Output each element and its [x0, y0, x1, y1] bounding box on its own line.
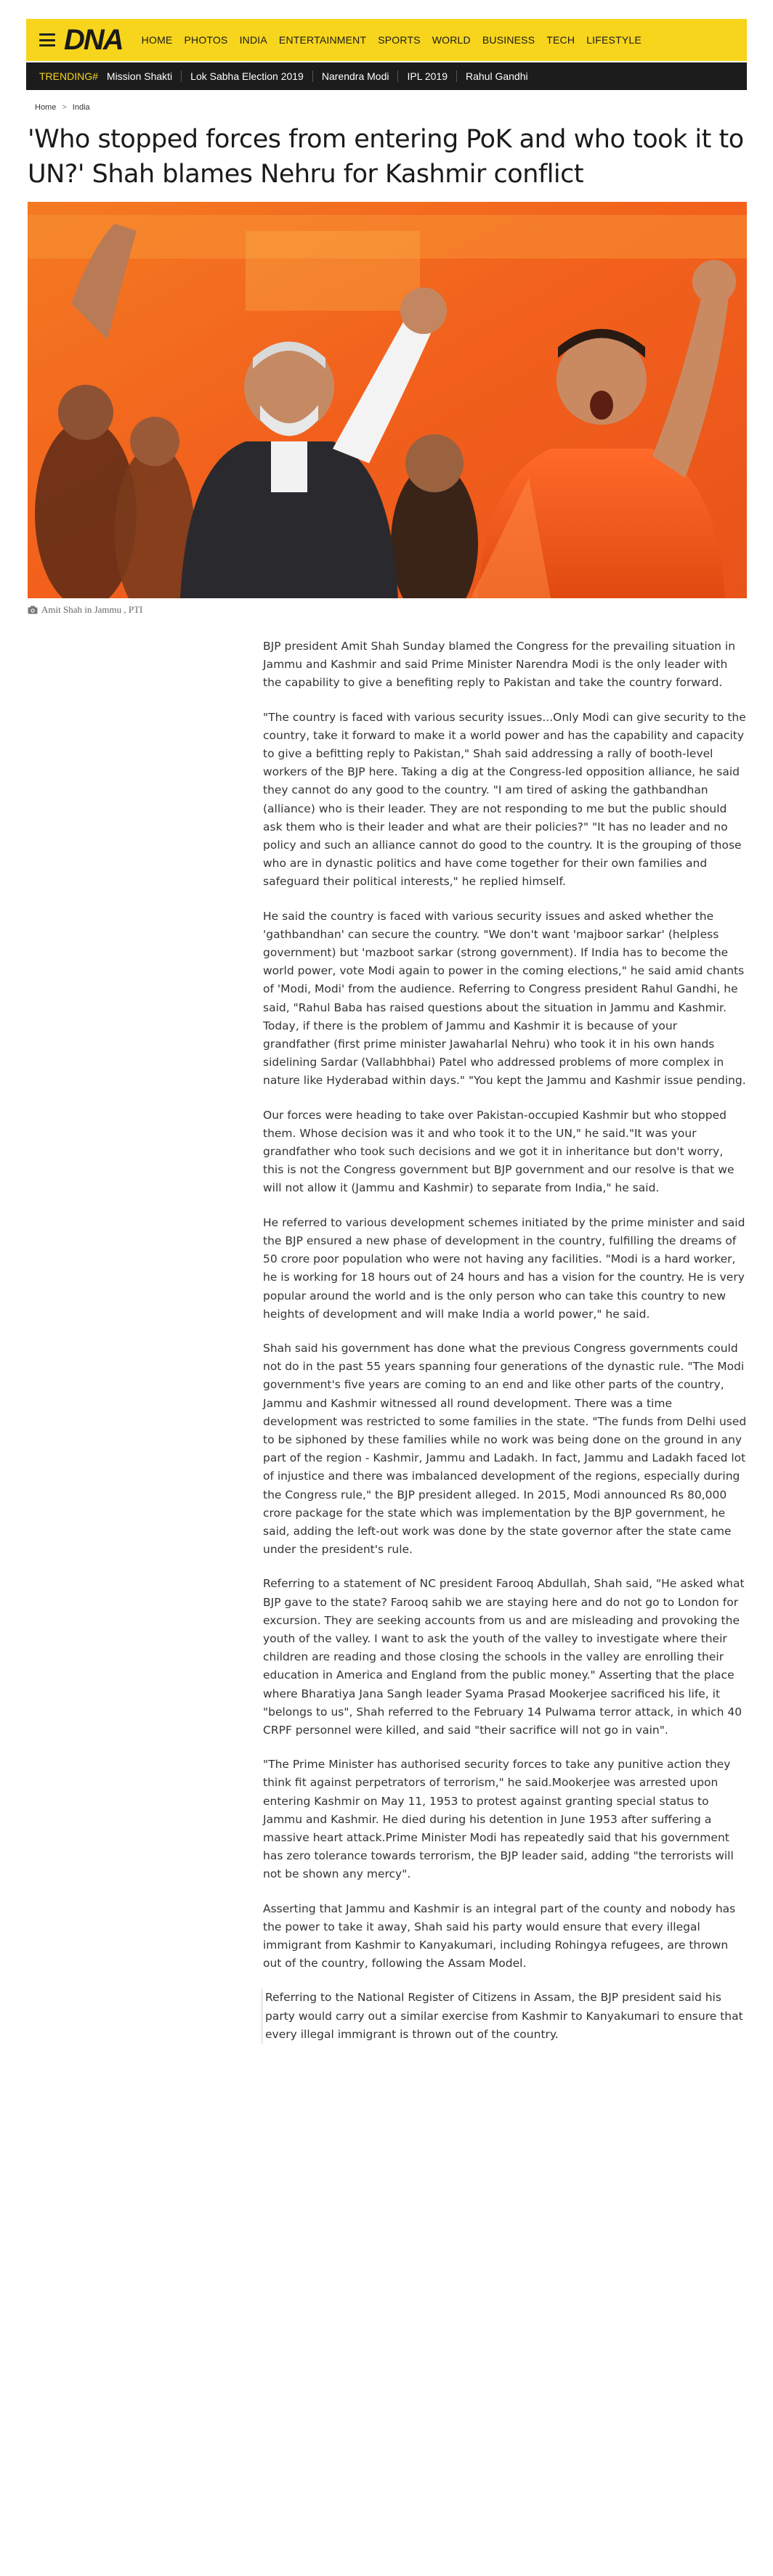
nav-tech[interactable]: TECH [546, 34, 575, 46]
breadcrumb-separator: > [62, 103, 67, 112]
nav-business[interactable]: BUSINESS [482, 34, 535, 46]
article-paragraph: He referred to various development schemes initiated by the prime minister and said the BJP ensured a new phase of development in the country, fulfilling the dreams of 50 crore poor population who were not having any facilities. "Modi is a hard worker, he is working for 18 hours out of 24 hours and has a vision for the country. He is very popular around the world and is the only person who can take this country to new heights of development and will make India a world power," he said. [263, 1215, 745, 1321]
nav-lifestyle[interactable]: LIFESTYLE [586, 34, 642, 46]
article-paragraph: Asserting that Jammu and Kashmir is an integral part of the county and nobody has the power to take it away, Shah said his party would ensure that every illegal immigrant from Kashmir to Kanyakumari, including Rohingya refugees, are thrown out of the country, following the Assam Model. [263, 1902, 736, 1970]
article-body [263, 637, 747, 2060]
image-caption-text: Amit Shah in Jammu , PTI [41, 604, 143, 615]
article-paragraph: Referring to the National Register of Citizens in Assam, the BJP president said his party would carry out a similar exercise from Kashmir to Kanyakumari to ensure that every illegal immigrant is thrown out of the country. [261, 1989, 747, 2044]
site-header [26, 19, 747, 61]
image-caption [28, 604, 142, 616]
nav-sports[interactable]: SPORTS [378, 34, 421, 46]
menu-icon[interactable] [39, 33, 55, 46]
article-paragraph: Referring to a statement of NC president Farooq Abdullah, Shah said, "He asked what BJP gave to the state? Farooq sahib we are staying here and do not go to London for excursion. They are seeking accounts from us and are misleading and provoking the youth of the valley. I want to ask the youth of the valley to investigate where their children are reading and those closing the schools in the valley are enrolling their education in America and England from the public money." Asserting that the place where Bharatiya Jana Sangh leader Syama Prasad Mookerjee sacrificed his life, it "belongs to us", Shah referred to the February 14 Pulwama terror attack, in which 40 CRPF personnel were killed, and said "their sacrifice will not go in vain". [263, 1577, 745, 1737]
trending-item[interactable]: IPL 2019 [398, 70, 457, 82]
trending-item[interactable]: Mission Shakti [107, 70, 182, 82]
nav-india[interactable]: INDIA [239, 34, 267, 46]
trending-item[interactable]: Lok Sabha Election 2019 [182, 70, 313, 82]
nav-entertainment[interactable]: ENTERTAINMENT [278, 34, 367, 46]
article-paragraph: "The Prime Minister has authorised security forces to take any punitive action they think fit against perpetrators of terrorism," he said.Mookerjee was arrested upon entering Kashmir on May 11, 1953 to protest against granting special status to Jammu and Kashmir. He died during his detention in June 1953 after suffering a massive heart attack.Prime Minister Modi has repeatedly said that his government has zero tolerance towards terrorism, the BJP leader said, adding "the terrorists will not be shown any mercy". [263, 1758, 734, 1881]
article-paragraph: Shah said his government has done what the previous Congress governments could not do in the past 55 years spanning four generations of the dynastic rule. "The Modi government's five years are coming to an end and like other parts of the country, Jammu and Kashmir witnessed all round development. There was a time development was restricted to some families in the state. "The funds from Delhi used to be siphoned by these families while no work was being done on the ground in any part of the region - Kashmir, Jammu and Ladakh. In fact, Jammu and Ladakh faced lot of injustice and there was imbalanced development of the regions, especially during the Congress rule," the BJP president alleged. In 2015, Modi announced Rs 80,000 crore package for the state which was implementation by the BJP government, he said, adding the left-out work was done by the state governor after the state came under the president's rule. [263, 1341, 747, 1557]
article-paragraph: BJP president Amit Shah Sunday blamed the Congress for the prevailing situation in Jammu and Kashmir and said Prime Minister Narendra Modi is the only leader with the capability to give a benefiting reply to Pakistan and take the country forward. [263, 640, 736, 690]
breadcrumb [35, 103, 90, 112]
trending-item[interactable]: Rahul Gandhi [466, 70, 528, 82]
breadcrumb-section[interactable]: India [72, 103, 90, 112]
hero-image [28, 202, 747, 598]
trending-item[interactable]: Narendra Modi [313, 70, 399, 82]
breadcrumb-home[interactable]: Home [35, 103, 57, 112]
nav-world[interactable]: WORLD [432, 34, 471, 46]
trending-list [107, 70, 537, 82]
article-paragraph: He said the country is faced with various security issues and asked whether the 'gathbandhan' can secure the country. "We don't want 'majboor sarkar' (helpless government) but 'mazboot sarkar (strong government). If India has to become the world power, vote Modi again to power in the coming elections," he said amid chants of 'Modi, Modi' from the audience. Referring to Congress president Rahul Gandhi, he said, "Rahul Baba has raised questions about the situation in Jammu and Kashmir. Today, if there is the problem of Jammu and Kashmir it is because of your grandfather (first prime minister Jawaharlal Nehru) who took it in his own hands sidelining Sardar (Vallabhbhai) Patel who addressed problems of more complex in nature like Hyderabad within days." "You kept the Jammu and Kashmir issue pending. [263, 909, 746, 1088]
trending-bar [26, 62, 747, 90]
nav-home[interactable]: HOME [141, 34, 173, 46]
main-nav [142, 34, 642, 46]
hero-image-graphic [28, 202, 747, 598]
camera-icon [28, 606, 38, 614]
nav-photos[interactable]: PHOTOS [184, 34, 228, 46]
site-logo[interactable]: DNA [64, 24, 123, 56]
article-paragraph: "The country is faced with various security issues...Only Modi can give security to the country, take it forward to make it a world power and has the capability and capacity to give a befitting reply to Pakistan," Shah said addressing a rally of booth-level workers of the BJP here. Taking a dig at the Congress-led opposition alliance, he said they cannot do any good to the country. "I am tired of asking the gathbandhan (alliance) who is their leader. They are not responding to me but the public should ask them who is their leader and what are their policies?" "It has no leader and no policy and such an alliance cannot do good to the country. It is the grouping of those who are in dynastic politics and have come together for their own families and safeguard their political interests," he replied himself. [263, 710, 746, 889]
article-paragraph: Our forces were heading to take over Pakistan-occupied Kashmir but who stopped them. Whose decision was it and who took it to the UN," he said."It was your grandfather who took such decisions and we got it in inheritance but don't worry, this is not the Congress government but BJP government and our resolve is that we will not allow it (Jammu and Kashmir) to separate from India," he said. [263, 1108, 734, 1195]
article-headline: 'Who stopped forces from entering PoK and who took it to UN?' Shah blames Nehru for Kashmir conflict [28, 125, 744, 189]
trending-label: TRENDING# [39, 70, 98, 82]
